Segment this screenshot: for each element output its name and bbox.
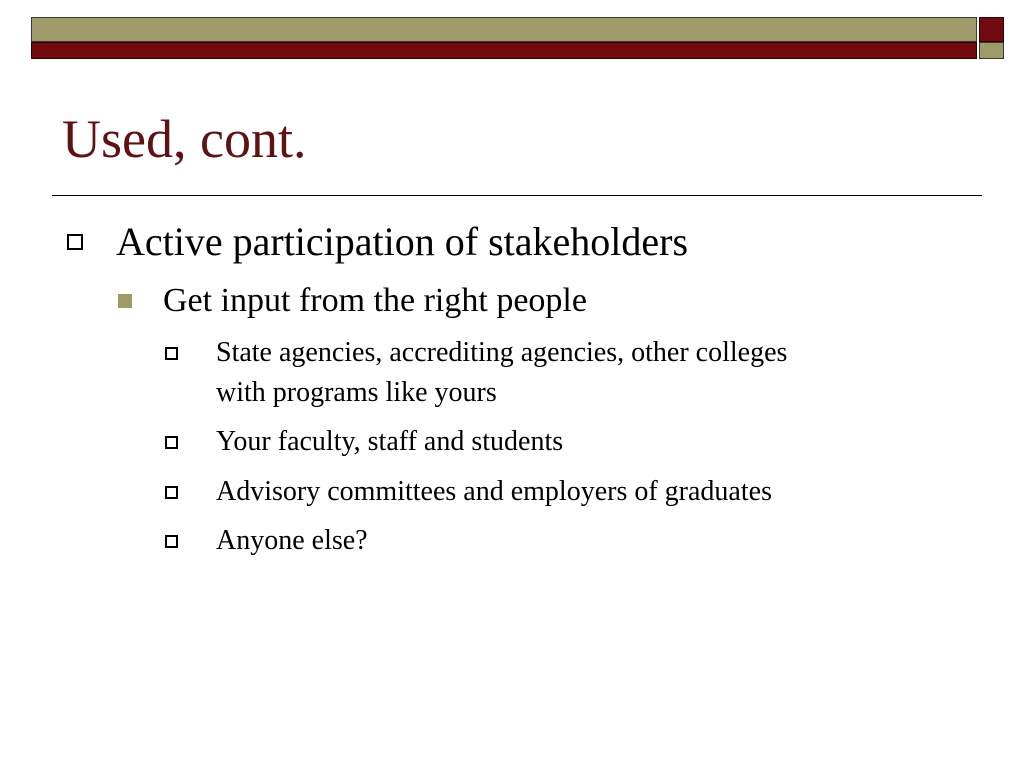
title-divider: [52, 195, 982, 196]
bullet-level-3: Advisory committees and employers of graduates: [216, 476, 772, 507]
bullet-level-1: Active participation of stakeholders: [116, 219, 689, 264]
header-square-olive: [979, 42, 1004, 59]
slide-title: Used, cont.: [62, 109, 307, 169]
bullet-level-3-line-1: State agencies, accrediting agencies, other colleges: [216, 337, 788, 368]
hollow-square-bullet-icon: [165, 436, 178, 449]
bullet-level-2: Get input from the right people: [163, 282, 587, 319]
hollow-square-bullet-icon: [165, 535, 178, 548]
bullet-level-3-line-2: with programs like yours: [216, 377, 497, 408]
solid-square-bullet-icon: [118, 294, 132, 308]
header-square-maroon: [979, 17, 1004, 42]
bullet-level-3: Anyone else?: [216, 525, 368, 556]
bullet-level-3: Your faculty, staff and students: [216, 426, 564, 457]
hollow-square-bullet-icon: [67, 234, 83, 250]
header-band-maroon: [31, 42, 977, 59]
hollow-square-bullet-icon: [165, 486, 178, 499]
hollow-square-bullet-icon: [165, 347, 178, 360]
header-band-olive: [31, 17, 977, 42]
